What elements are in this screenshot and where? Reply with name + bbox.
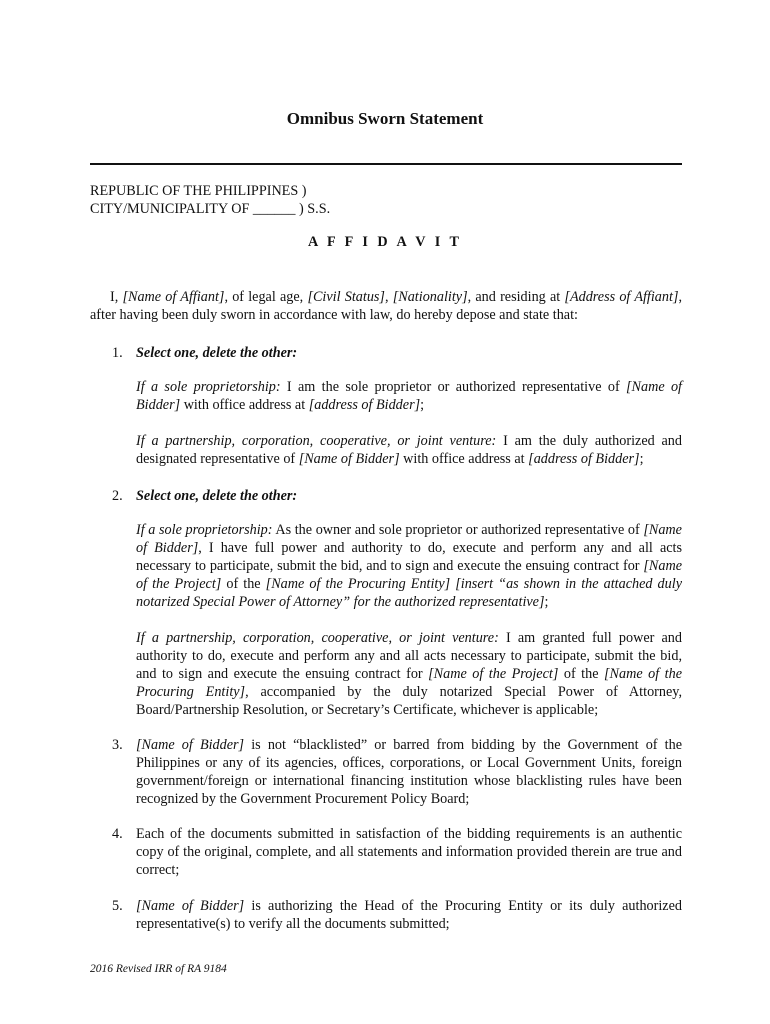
option-text: with office address at — [399, 451, 529, 467]
option-text: I am the duly authorized and designated representative of — [136, 433, 682, 467]
project-name-placeholder: [Name of the Project] — [136, 558, 682, 592]
affiant-name-placeholder: [Name of Affiant] — [122, 289, 225, 305]
option-label: If a sole proprietorship: — [136, 522, 273, 538]
option-text: As the owner and sole proprietor or authorized representative of — [272, 522, 644, 538]
project-name-placeholder: [Name of the Project] — [428, 666, 559, 682]
item-number: 4. — [112, 826, 123, 842]
item-number: 5. — [112, 898, 123, 914]
option-label: If a partnership, corporation, cooperative, or joint venture: — [136, 630, 499, 646]
affidavit-heading: A F F I D A V I T — [307, 234, 463, 250]
bidder-address-placeholder: [address of Bidder] — [308, 397, 421, 413]
option-text: ; — [420, 397, 425, 413]
statement-item-1 — [90, 344, 682, 362]
option-label: If a sole proprietorship: — [136, 379, 281, 395]
venue-line-city: CITY/MUNICIPALITY OF ______ ) S.S. — [90, 201, 331, 217]
item-1-sole-option — [136, 378, 682, 414]
option-text: ; — [639, 451, 644, 467]
procuring-entity-placeholder: [Name of the Procuring Entity] [insert “as shown in the attached duly notarized Special Power of Attorney” for the authorized representative] — [136, 576, 682, 610]
intro-text: , and residing at — [467, 289, 565, 305]
intro-text: I, — [110, 289, 123, 305]
page-footer: 2016 Revised IRR of RA 9184 — [90, 963, 227, 975]
civil-status-placeholder: [Civil Status] — [307, 289, 385, 305]
bidder-name-placeholder: [Name of Bidder] — [136, 898, 245, 914]
item-text: is not “blacklisted” or barred from bidding by the Government of the Philippines or any of its agencies, offices, corporations, or Local Government Units, foreign government/foreign or international financing institution whose blacklisting rules have been recognized by the Government Procurement Policy Board; — [136, 737, 682, 807]
item-text: is authorizing the Head of the Procuring Entity or its duly authorized representative(s) to verify all the documents submitted; — [136, 898, 682, 932]
option-label: If a partnership, corporation, cooperative, or joint venture: — [136, 433, 497, 449]
bidder-name-placeholder: [Name of Bidder] — [136, 379, 682, 413]
option-text: of the — [558, 666, 605, 682]
option-text: ; — [544, 594, 549, 610]
item-instruction: Select one, delete the other: — [136, 345, 298, 361]
option-text: , accompanied by the duly notarized Special Power of Attorney, Board/Partnership Resolution, or Secretary’s Certificate, whichever is applicable; — [136, 684, 682, 718]
statement-item-5 — [90, 897, 682, 933]
option-text: I am the sole proprietor or authorized representative of — [280, 379, 626, 395]
statement-item-4 — [90, 825, 682, 879]
address-placeholder: [Address of Affiant] — [564, 289, 679, 305]
item-number: 1. — [112, 345, 123, 361]
item-2-partnership-option — [136, 629, 682, 719]
option-text: , I have full power and authority to do, execute and perform any and all acts necessary to participate, submit the bid, and to sign and execute the ensuing contract for — [136, 540, 683, 574]
item-number: 2. — [112, 488, 123, 504]
item-instruction: Select one, delete the other: — [136, 488, 298, 504]
statement-item-2 — [90, 487, 682, 505]
statement-item-3 — [90, 736, 682, 808]
venue-line-republic: REPUBLIC OF THE PHILIPPINES ) — [90, 183, 307, 199]
option-text: I am granted full power and authority to do, execute and perform any and all acts necessary to participate, submit the bid, and to sign and execute the ensuing contract for — [136, 630, 682, 682]
intro-text: , — [384, 289, 393, 305]
bidder-name-placeholder: [Name of Bidder] — [298, 451, 400, 467]
bidder-name-placeholder: [Name of Bidder] — [136, 522, 682, 556]
intro-paragraph — [90, 288, 682, 324]
document-title: Omnibus Sworn Statement — [286, 109, 484, 128]
item-1-partnership-option — [136, 432, 682, 468]
venue-block — [90, 182, 330, 218]
bidder-address-placeholder: [address of Bidder] — [528, 451, 640, 467]
option-text: with office address at — [180, 397, 309, 413]
item-number: 3. — [112, 737, 123, 753]
option-text: of the — [221, 576, 266, 592]
intro-text: , of legal age, — [224, 289, 308, 305]
item-2-sole-option — [136, 521, 682, 611]
bidder-name-placeholder: [Name of Bidder] — [136, 737, 245, 753]
procuring-entity-placeholder: [Name of the Procuring Entity] — [136, 666, 682, 700]
item-text: Each of the documents submitted in satisfaction of the bidding requirements is an authentic copy of the original, complete, and all statements and information provided therein are true and correct; — [136, 826, 682, 878]
title-divider — [90, 163, 682, 165]
intro-text: , after having been duly sworn in accordance with law, do hereby depose and state that: — [90, 289, 683, 323]
nationality-placeholder: [Nationality] — [392, 289, 468, 305]
